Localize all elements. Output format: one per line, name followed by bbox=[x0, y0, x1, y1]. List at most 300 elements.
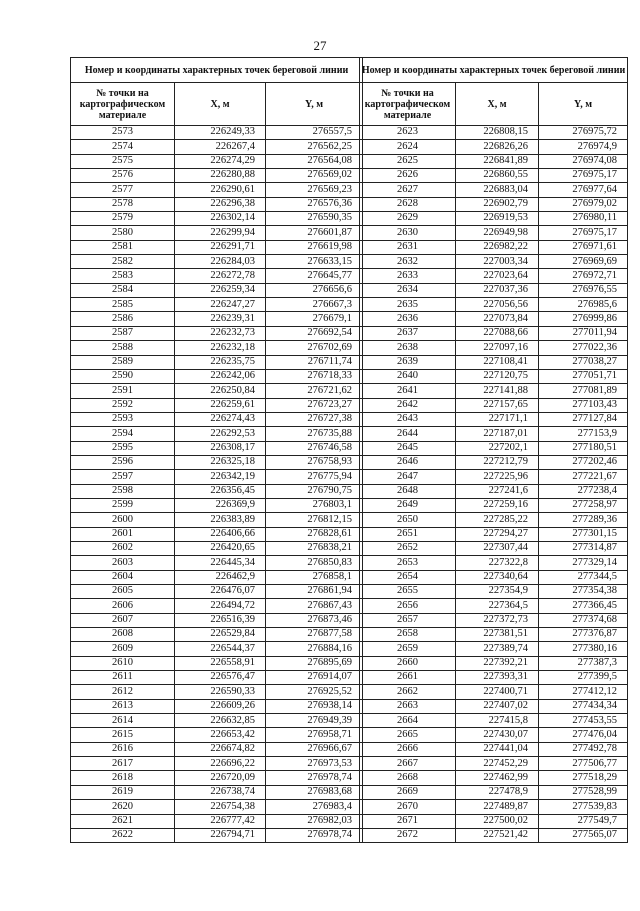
x-coordinate-cell: 226292,53 bbox=[175, 427, 266, 441]
x-coordinate-cell: 227441,04 bbox=[456, 742, 539, 756]
point-number-cell: 2581 bbox=[71, 240, 175, 254]
y-coordinate-cell: 276877,58 bbox=[266, 628, 363, 642]
x-coordinate-cell: 227294,27 bbox=[456, 527, 539, 541]
table-row bbox=[71, 140, 363, 154]
point-number-cell: 2601 bbox=[71, 527, 175, 541]
table-row bbox=[71, 685, 363, 699]
table-row bbox=[71, 312, 363, 326]
point-number-cell: 2667 bbox=[360, 757, 456, 771]
x-coordinate-cell: 226308,17 bbox=[175, 441, 266, 455]
x-coordinate-cell: 227088,66 bbox=[456, 326, 539, 340]
x-coordinate-cell: 226383,89 bbox=[175, 513, 266, 527]
table-row bbox=[360, 527, 628, 541]
x-coordinate-cell: 227322,8 bbox=[456, 556, 539, 570]
y-coordinate-cell: 276562,25 bbox=[266, 140, 363, 154]
y-coordinate-cell: 277081,89 bbox=[539, 384, 628, 398]
point-number-cell: 2605 bbox=[71, 585, 175, 599]
y-coordinate-cell: 277387,3 bbox=[539, 656, 628, 670]
y-coordinate-cell: 277314,87 bbox=[539, 541, 628, 555]
x-coordinate-cell: 226356,45 bbox=[175, 484, 266, 498]
table-row bbox=[71, 283, 363, 297]
y-coordinate-cell: 276980,11 bbox=[539, 212, 628, 226]
x-coordinate-cell: 227141,88 bbox=[456, 384, 539, 398]
x-coordinate-cell: 226274,43 bbox=[175, 412, 266, 426]
point-number-cell: 2580 bbox=[71, 226, 175, 240]
point-number-cell: 2649 bbox=[360, 498, 456, 512]
point-number-cell: 2610 bbox=[71, 656, 175, 670]
table-row bbox=[360, 742, 628, 756]
point-number-cell: 2657 bbox=[360, 613, 456, 627]
column-header-y: Y, м bbox=[266, 83, 363, 126]
x-coordinate-cell: 226720,09 bbox=[175, 771, 266, 785]
x-coordinate-cell: 226919,53 bbox=[456, 212, 539, 226]
x-coordinate-cell: 226738,74 bbox=[175, 785, 266, 799]
y-coordinate-cell: 277376,87 bbox=[539, 628, 628, 642]
y-coordinate-cell: 276938,14 bbox=[266, 699, 363, 713]
table-row bbox=[71, 369, 363, 383]
x-coordinate-cell: 226754,38 bbox=[175, 800, 266, 814]
table-row bbox=[71, 742, 363, 756]
y-coordinate-cell: 276976,55 bbox=[539, 283, 628, 297]
table-row bbox=[71, 527, 363, 541]
y-coordinate-cell: 277127,84 bbox=[539, 412, 628, 426]
y-coordinate-cell: 276873,46 bbox=[266, 613, 363, 627]
point-number-cell: 2627 bbox=[360, 183, 456, 197]
point-number-cell: 2600 bbox=[71, 513, 175, 527]
column-header-y: Y, м bbox=[539, 83, 628, 126]
point-number-cell: 2579 bbox=[71, 212, 175, 226]
table-row bbox=[360, 455, 628, 469]
y-coordinate-cell: 276775,94 bbox=[266, 470, 363, 484]
table-row bbox=[360, 384, 628, 398]
point-number-cell: 2665 bbox=[360, 728, 456, 742]
y-coordinate-cell: 277038,27 bbox=[539, 355, 628, 369]
y-coordinate-cell: 276619,98 bbox=[266, 240, 363, 254]
table-row bbox=[360, 785, 628, 799]
table-row bbox=[360, 183, 628, 197]
y-coordinate-cell: 276978,74 bbox=[266, 771, 363, 785]
y-coordinate-cell: 277366,45 bbox=[539, 599, 628, 613]
table-row bbox=[360, 197, 628, 211]
point-number-cell: 2602 bbox=[71, 541, 175, 555]
y-coordinate-cell: 277238,4 bbox=[539, 484, 628, 498]
table-row bbox=[360, 642, 628, 656]
table-row bbox=[360, 240, 628, 254]
y-coordinate-cell: 276978,74 bbox=[266, 828, 363, 842]
table-row bbox=[360, 226, 628, 240]
table-row bbox=[360, 298, 628, 312]
table-row bbox=[360, 341, 628, 355]
point-number-cell: 2629 bbox=[360, 212, 456, 226]
point-number-cell: 2595 bbox=[71, 441, 175, 455]
point-number-cell: 2591 bbox=[71, 384, 175, 398]
table-row bbox=[360, 599, 628, 613]
y-coordinate-cell: 276656,6 bbox=[266, 283, 363, 297]
table-row bbox=[71, 628, 363, 642]
y-coordinate-cell: 276979,02 bbox=[539, 197, 628, 211]
x-coordinate-cell: 227037,36 bbox=[456, 283, 539, 297]
point-number-cell: 2609 bbox=[71, 642, 175, 656]
x-coordinate-cell: 227340,64 bbox=[456, 570, 539, 584]
x-coordinate-cell: 226674,82 bbox=[175, 742, 266, 756]
x-coordinate-cell: 226609,26 bbox=[175, 699, 266, 713]
x-coordinate-cell: 227097,16 bbox=[456, 341, 539, 355]
point-number-cell: 2641 bbox=[360, 384, 456, 398]
table-row bbox=[360, 814, 628, 828]
x-coordinate-cell: 227225,96 bbox=[456, 470, 539, 484]
point-number-cell: 2652 bbox=[360, 541, 456, 555]
y-coordinate-cell: 276895,69 bbox=[266, 656, 363, 670]
y-coordinate-cell: 276803,1 bbox=[266, 498, 363, 512]
table-body bbox=[360, 126, 628, 843]
x-coordinate-cell: 227478,9 bbox=[456, 785, 539, 799]
table-row bbox=[71, 412, 363, 426]
x-coordinate-cell: 226259,34 bbox=[175, 283, 266, 297]
x-coordinate-cell: 226841,89 bbox=[456, 154, 539, 168]
table-row bbox=[360, 570, 628, 584]
x-coordinate-cell: 227120,75 bbox=[456, 369, 539, 383]
point-number-cell: 2646 bbox=[360, 455, 456, 469]
y-coordinate-cell: 276985,6 bbox=[539, 298, 628, 312]
table-row bbox=[360, 800, 628, 814]
x-coordinate-cell: 226325,18 bbox=[175, 455, 266, 469]
point-number-cell: 2589 bbox=[71, 355, 175, 369]
point-number-cell: 2672 bbox=[360, 828, 456, 842]
y-coordinate-cell: 276576,36 bbox=[266, 197, 363, 211]
coordinates-table-left bbox=[70, 57, 363, 843]
x-coordinate-cell: 226494,72 bbox=[175, 599, 266, 613]
x-coordinate-cell: 227393,31 bbox=[456, 671, 539, 685]
y-coordinate-cell: 277180,51 bbox=[539, 441, 628, 455]
point-number-cell: 2585 bbox=[71, 298, 175, 312]
table-row bbox=[360, 828, 628, 842]
point-number-cell: 2584 bbox=[71, 283, 175, 297]
x-coordinate-cell: 226299,94 bbox=[175, 226, 266, 240]
point-number-cell: 2598 bbox=[71, 484, 175, 498]
coordinates-table-right bbox=[359, 57, 628, 843]
x-coordinate-cell: 226232,18 bbox=[175, 341, 266, 355]
y-coordinate-cell: 276861,94 bbox=[266, 585, 363, 599]
y-coordinate-cell: 276974,9 bbox=[539, 140, 628, 154]
x-coordinate-cell: 226342,19 bbox=[175, 470, 266, 484]
table-row bbox=[71, 341, 363, 355]
y-coordinate-cell: 276633,15 bbox=[266, 255, 363, 269]
x-coordinate-cell: 227259,16 bbox=[456, 498, 539, 512]
table-row bbox=[360, 585, 628, 599]
point-number-cell: 2614 bbox=[71, 714, 175, 728]
point-number-cell: 2604 bbox=[71, 570, 175, 584]
y-coordinate-cell: 277329,14 bbox=[539, 556, 628, 570]
table-row bbox=[71, 498, 363, 512]
y-coordinate-cell: 277528,99 bbox=[539, 785, 628, 799]
y-coordinate-cell: 276711,74 bbox=[266, 355, 363, 369]
x-coordinate-cell: 227202,1 bbox=[456, 441, 539, 455]
y-coordinate-cell: 276692,54 bbox=[266, 326, 363, 340]
x-coordinate-cell: 227407,02 bbox=[456, 699, 539, 713]
x-coordinate-cell: 226250,84 bbox=[175, 384, 266, 398]
x-coordinate-cell: 227354,9 bbox=[456, 585, 539, 599]
x-coordinate-cell: 226272,78 bbox=[175, 269, 266, 283]
x-coordinate-cell: 227462,99 bbox=[456, 771, 539, 785]
table-row bbox=[71, 298, 363, 312]
table-row bbox=[360, 140, 628, 154]
x-coordinate-cell: 226291,71 bbox=[175, 240, 266, 254]
point-number-cell: 2576 bbox=[71, 169, 175, 183]
table-row bbox=[360, 326, 628, 340]
table-row bbox=[71, 585, 363, 599]
point-number-cell: 2639 bbox=[360, 355, 456, 369]
table-row bbox=[71, 212, 363, 226]
point-number-cell: 2654 bbox=[360, 570, 456, 584]
y-coordinate-cell: 277103,43 bbox=[539, 398, 628, 412]
x-coordinate-cell: 226902,79 bbox=[456, 197, 539, 211]
y-coordinate-cell: 277453,55 bbox=[539, 714, 628, 728]
table-row bbox=[360, 212, 628, 226]
y-coordinate-cell: 276949,39 bbox=[266, 714, 363, 728]
point-number-cell: 2613 bbox=[71, 699, 175, 713]
point-number-cell: 2621 bbox=[71, 814, 175, 828]
x-coordinate-cell: 226544,37 bbox=[175, 642, 266, 656]
y-coordinate-cell: 276828,61 bbox=[266, 527, 363, 541]
x-coordinate-cell: 227241,6 bbox=[456, 484, 539, 498]
table-row bbox=[360, 498, 628, 512]
y-coordinate-cell: 276721,62 bbox=[266, 384, 363, 398]
column-header-x: X, м bbox=[456, 83, 539, 126]
x-coordinate-cell: 227307,44 bbox=[456, 541, 539, 555]
x-coordinate-cell: 226296,38 bbox=[175, 197, 266, 211]
y-coordinate-cell: 277565,07 bbox=[539, 828, 628, 842]
x-coordinate-cell: 227430,07 bbox=[456, 728, 539, 742]
y-coordinate-cell: 276758,93 bbox=[266, 455, 363, 469]
x-coordinate-cell: 227415,8 bbox=[456, 714, 539, 728]
column-header-x: X, м bbox=[175, 83, 266, 126]
y-coordinate-cell: 277518,29 bbox=[539, 771, 628, 785]
point-number-cell: 2596 bbox=[71, 455, 175, 469]
table-row bbox=[71, 269, 363, 283]
table-row bbox=[360, 714, 628, 728]
y-coordinate-cell: 276702,69 bbox=[266, 341, 363, 355]
point-number-cell: 2628 bbox=[360, 197, 456, 211]
table-row bbox=[360, 656, 628, 670]
table-row bbox=[360, 671, 628, 685]
point-number-cell: 2636 bbox=[360, 312, 456, 326]
point-number-cell: 2622 bbox=[71, 828, 175, 842]
table-row bbox=[71, 513, 363, 527]
table-row bbox=[71, 613, 363, 627]
table-row bbox=[360, 312, 628, 326]
point-number-cell: 2616 bbox=[71, 742, 175, 756]
y-coordinate-cell: 276884,16 bbox=[266, 642, 363, 656]
table-row bbox=[360, 484, 628, 498]
table-row bbox=[71, 556, 363, 570]
x-coordinate-cell: 227285,22 bbox=[456, 513, 539, 527]
point-number-cell: 2664 bbox=[360, 714, 456, 728]
point-number-cell: 2655 bbox=[360, 585, 456, 599]
table-row bbox=[360, 513, 628, 527]
y-coordinate-cell: 276850,83 bbox=[266, 556, 363, 570]
point-number-cell: 2612 bbox=[71, 685, 175, 699]
point-number-cell: 2661 bbox=[360, 671, 456, 685]
point-number-cell: 2603 bbox=[71, 556, 175, 570]
table-row bbox=[71, 126, 363, 140]
point-number-cell: 2648 bbox=[360, 484, 456, 498]
point-number-cell: 2594 bbox=[71, 427, 175, 441]
x-coordinate-cell: 226242,06 bbox=[175, 369, 266, 383]
table-row bbox=[71, 427, 363, 441]
y-coordinate-cell: 276958,71 bbox=[266, 728, 363, 742]
x-coordinate-cell: 227500,02 bbox=[456, 814, 539, 828]
point-number-cell: 2656 bbox=[360, 599, 456, 613]
point-number-cell: 2647 bbox=[360, 470, 456, 484]
x-coordinate-cell: 227452,29 bbox=[456, 757, 539, 771]
x-coordinate-cell: 227003,34 bbox=[456, 255, 539, 269]
point-number-cell: 2668 bbox=[360, 771, 456, 785]
table-row bbox=[71, 828, 363, 842]
point-number-cell: 2663 bbox=[360, 699, 456, 713]
table-row bbox=[71, 800, 363, 814]
y-coordinate-cell: 276746,58 bbox=[266, 441, 363, 455]
point-number-cell: 2669 bbox=[360, 785, 456, 799]
table-row bbox=[360, 699, 628, 713]
y-coordinate-cell: 276974,08 bbox=[539, 154, 628, 168]
table-row bbox=[71, 226, 363, 240]
point-number-cell: 2642 bbox=[360, 398, 456, 412]
y-coordinate-cell: 276564,08 bbox=[266, 154, 363, 168]
y-coordinate-cell: 276735,88 bbox=[266, 427, 363, 441]
point-number-cell: 2662 bbox=[360, 685, 456, 699]
table-row bbox=[71, 183, 363, 197]
table-row bbox=[360, 541, 628, 555]
point-number-cell: 2650 bbox=[360, 513, 456, 527]
table-row bbox=[360, 412, 628, 426]
table-row bbox=[71, 154, 363, 168]
y-coordinate-cell: 276723,27 bbox=[266, 398, 363, 412]
table-row bbox=[71, 728, 363, 742]
point-number-cell: 2644 bbox=[360, 427, 456, 441]
point-number-cell: 2592 bbox=[71, 398, 175, 412]
table-group-header: Номер и координаты характерных точек береговой линии bbox=[360, 58, 628, 83]
table-row bbox=[360, 355, 628, 369]
x-coordinate-cell: 226259,61 bbox=[175, 398, 266, 412]
y-coordinate-cell: 277289,36 bbox=[539, 513, 628, 527]
x-coordinate-cell: 226302,14 bbox=[175, 212, 266, 226]
point-number-cell: 2638 bbox=[360, 341, 456, 355]
page-number: 27 bbox=[313, 38, 327, 53]
table-row bbox=[71, 656, 363, 670]
table-row bbox=[360, 628, 628, 642]
y-coordinate-cell: 276601,87 bbox=[266, 226, 363, 240]
y-coordinate-cell: 277380,16 bbox=[539, 642, 628, 656]
point-number-cell: 2651 bbox=[360, 527, 456, 541]
x-coordinate-cell: 226476,07 bbox=[175, 585, 266, 599]
point-number-cell: 2658 bbox=[360, 628, 456, 642]
point-number-cell: 2578 bbox=[71, 197, 175, 211]
x-coordinate-cell: 227400,71 bbox=[456, 685, 539, 699]
x-coordinate-cell: 227187,01 bbox=[456, 427, 539, 441]
x-coordinate-cell: 226826,26 bbox=[456, 140, 539, 154]
y-coordinate-cell: 277202,46 bbox=[539, 455, 628, 469]
point-number-cell: 2659 bbox=[360, 642, 456, 656]
x-coordinate-cell: 226290,61 bbox=[175, 183, 266, 197]
table-row bbox=[360, 441, 628, 455]
point-number-cell: 2590 bbox=[71, 369, 175, 383]
point-number-cell: 2597 bbox=[71, 470, 175, 484]
y-coordinate-cell: 276971,61 bbox=[539, 240, 628, 254]
point-number-cell: 2574 bbox=[71, 140, 175, 154]
y-coordinate-cell: 277412,12 bbox=[539, 685, 628, 699]
x-coordinate-cell: 227212,79 bbox=[456, 455, 539, 469]
table-row bbox=[360, 126, 628, 140]
point-number-cell: 2619 bbox=[71, 785, 175, 799]
y-coordinate-cell: 276727,38 bbox=[266, 412, 363, 426]
table-row bbox=[360, 556, 628, 570]
table-row bbox=[71, 240, 363, 254]
point-number-cell: 2611 bbox=[71, 671, 175, 685]
point-number-cell: 2671 bbox=[360, 814, 456, 828]
point-number-cell: 2577 bbox=[71, 183, 175, 197]
table-row bbox=[71, 814, 363, 828]
table-row bbox=[71, 197, 363, 211]
point-number-cell: 2653 bbox=[360, 556, 456, 570]
x-coordinate-cell: 227157,65 bbox=[456, 398, 539, 412]
table-row bbox=[360, 398, 628, 412]
table-row bbox=[360, 757, 628, 771]
y-coordinate-cell: 276858,1 bbox=[266, 570, 363, 584]
x-coordinate-cell: 226516,39 bbox=[175, 613, 266, 627]
point-number-cell: 2645 bbox=[360, 441, 456, 455]
point-number-cell: 2623 bbox=[360, 126, 456, 140]
x-coordinate-cell: 227372,73 bbox=[456, 613, 539, 627]
x-coordinate-cell: 226239,31 bbox=[175, 312, 266, 326]
x-coordinate-cell: 226280,88 bbox=[175, 169, 266, 183]
table-row bbox=[360, 685, 628, 699]
table-body bbox=[71, 126, 363, 843]
x-coordinate-cell: 226529,84 bbox=[175, 628, 266, 642]
point-number-cell: 2660 bbox=[360, 656, 456, 670]
x-coordinate-cell: 227392,21 bbox=[456, 656, 539, 670]
y-coordinate-cell: 276679,1 bbox=[266, 312, 363, 326]
point-number-cell: 2573 bbox=[71, 126, 175, 140]
x-coordinate-cell: 227489,87 bbox=[456, 800, 539, 814]
table-row bbox=[71, 785, 363, 799]
y-coordinate-cell: 276975,17 bbox=[539, 226, 628, 240]
y-coordinate-cell: 276982,03 bbox=[266, 814, 363, 828]
point-number-cell: 2599 bbox=[71, 498, 175, 512]
y-coordinate-cell: 277258,97 bbox=[539, 498, 628, 512]
point-number-cell: 2608 bbox=[71, 628, 175, 642]
y-coordinate-cell: 276667,3 bbox=[266, 298, 363, 312]
x-coordinate-cell: 227364,5 bbox=[456, 599, 539, 613]
point-number-cell: 2630 bbox=[360, 226, 456, 240]
point-number-cell: 2615 bbox=[71, 728, 175, 742]
table-row bbox=[360, 470, 628, 484]
table-row bbox=[360, 771, 628, 785]
table-row bbox=[71, 757, 363, 771]
point-number-cell: 2582 bbox=[71, 255, 175, 269]
x-coordinate-cell: 226590,33 bbox=[175, 685, 266, 699]
x-coordinate-cell: 226420,65 bbox=[175, 541, 266, 555]
x-coordinate-cell: 227171,1 bbox=[456, 412, 539, 426]
y-coordinate-cell: 277022,36 bbox=[539, 341, 628, 355]
table-row bbox=[71, 398, 363, 412]
table-row bbox=[71, 699, 363, 713]
y-coordinate-cell: 277374,68 bbox=[539, 613, 628, 627]
x-coordinate-cell: 226232,73 bbox=[175, 326, 266, 340]
y-coordinate-cell: 276812,15 bbox=[266, 513, 363, 527]
point-number-cell: 2624 bbox=[360, 140, 456, 154]
point-number-cell: 2617 bbox=[71, 757, 175, 771]
x-coordinate-cell: 226883,04 bbox=[456, 183, 539, 197]
